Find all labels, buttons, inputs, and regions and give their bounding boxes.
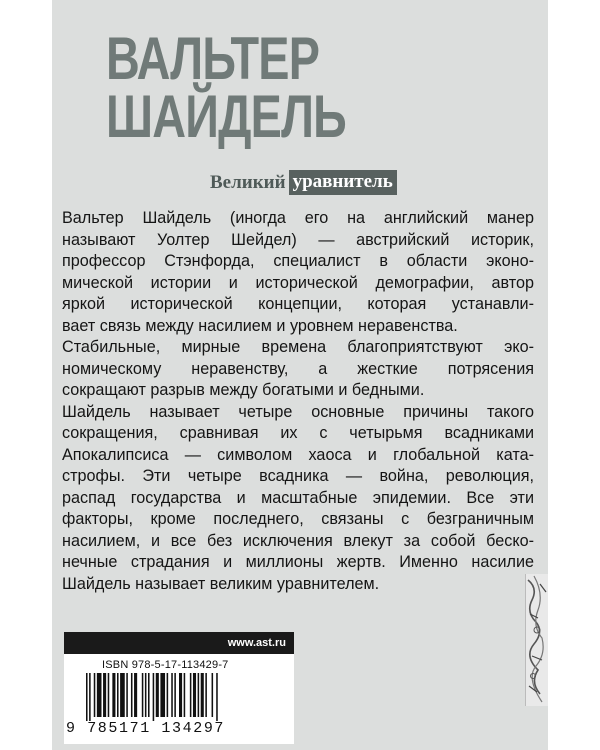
book-title [210, 170, 397, 195]
annotation-line: Апокалипсиса — символом хаоса и глобальной ката- [62, 445, 534, 464]
annotation-line: сокращают разрыв между богатыми и бедными. [62, 381, 425, 399]
barcode-bar [112, 673, 115, 717]
author-first-name: ВАЛЬТЕР [106, 25, 320, 92]
barcode-bar [193, 673, 196, 717]
barcode-bar [205, 673, 207, 717]
annotation-line: называют Уолтер Шейдел) — австрийский историк, [62, 230, 534, 249]
annotation-line: распад государства и масштабные эпидемии. Все эти [62, 488, 534, 507]
barcode-bar [131, 673, 133, 717]
annotation-line: номическому неравенству, а жесткие потрясения [62, 359, 534, 378]
barcode-bar [201, 673, 204, 717]
barcode-bar [216, 673, 218, 721]
barcode-bar [148, 673, 150, 717]
annotation-line: вает связь между насилием и уровнем неравенства. [62, 316, 458, 335]
book-title-word-1: Великий [210, 171, 286, 193]
publisher-website: www.ast.ru [64, 632, 294, 654]
barcode-digits: 9 785171 134297 [66, 720, 226, 737]
barcode-bar [184, 673, 186, 717]
engraving-image-edge [525, 574, 548, 706]
barcode-bar [142, 673, 144, 717]
barcode-bar [97, 673, 102, 717]
book-title-word-2: уравнитель [289, 170, 397, 195]
barcode-bar [126, 673, 128, 717]
barcode-bar [179, 673, 182, 717]
isbn-label: ISBN 978-5-17-113429-7 [102, 659, 229, 671]
page-margin-right [548, 0, 600, 750]
barcode-bar [171, 673, 173, 717]
barcode-bar [94, 673, 96, 717]
author-last-name: ШАЙДЕЛЬ [106, 83, 347, 150]
annotation-line: Вальтер Шайдель (иногда его на английский манер [62, 209, 534, 227]
barcode-bar [167, 673, 169, 717]
annotation-line: яркой исторической концепции, которая устанавли- [62, 295, 534, 313]
annotation-line: Шайдель называет четыре основные причины такого [62, 402, 534, 421]
barcode-bars [86, 673, 276, 721]
barcode-panel [64, 632, 294, 744]
barcode-bar [134, 673, 137, 717]
barcode-bar [156, 673, 159, 717]
barcode-bar [86, 673, 88, 721]
barcode-bar [120, 673, 125, 717]
barcode-bar [89, 673, 91, 721]
annotation-line: факторы, кроме последнего, связаны с безграничным [62, 510, 534, 528]
barcode-bar [153, 673, 155, 721]
barcode-bar [160, 673, 165, 717]
annotation-line: сокращения, сравнивая их с четырьмя всадниками [62, 424, 534, 442]
annotation-line: насилием, и все без исключения влекут за собой беско- [62, 531, 534, 550]
author-name [106, 25, 347, 150]
book-back-cover [52, 0, 548, 750]
barcode-bar [145, 673, 147, 717]
barcode-bar [108, 673, 110, 717]
annotation-line: мической истории и исторической демографии, автор [62, 273, 534, 292]
barcode-bar [190, 673, 192, 717]
annotation-line: Шайдель называет великим уравнителем. [62, 574, 380, 593]
barcode-bar [103, 673, 106, 717]
annotation-line: строфы. Эти четыре всадника — война, революция, [62, 467, 534, 485]
barcode-bar [117, 673, 119, 717]
barcode-bar [212, 673, 214, 717]
barcode-bar [198, 673, 200, 717]
annotation-line: профессор Стэнфорда, специалист в области эконо- [62, 252, 534, 270]
annotation-text [62, 208, 534, 595]
annotation-line: Стабильные, мирные времена благоприятствуют эко- [62, 338, 534, 356]
barcode-bar [174, 673, 176, 717]
annotation-line: нечные страдания и миллионы жертв. Именно насилие [62, 553, 534, 571]
page-margin-left [0, 0, 52, 750]
